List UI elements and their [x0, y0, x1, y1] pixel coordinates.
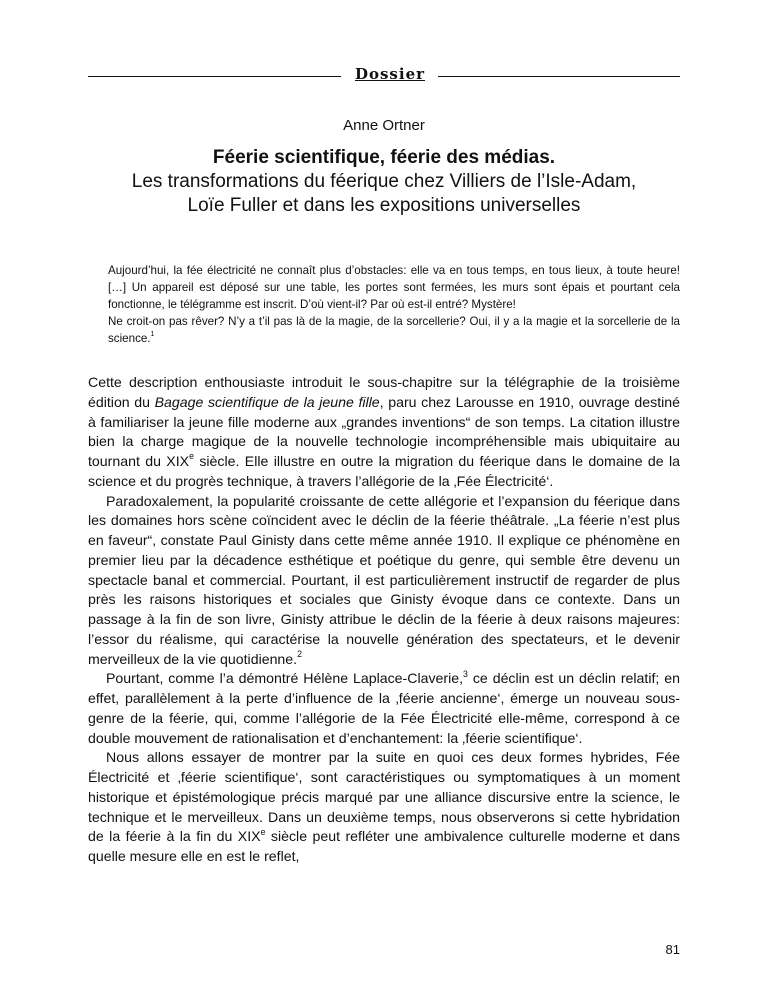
body-text: Paradoxalement, la popularité croissante de cette allégorie et l’expansion du féerique dans les domaines hors scène coïncident avec le déclin de la féerie théâtrale. „La féerie n’est plus en faveur“, constate Paul Ginisty dans cette même année 1910. Il explique ce phénomène en premier lieu par la décadence esthétique et poétique du genre, qui semble être devenu un spectacle banal et commercial. Pourtant, il est particulièrement instructif de regarder de plus près les raisons historiques et sociales que Ginisty évoque dans ce contexte. Dans un passage à la fin de son livre, Ginisty attribue le déclin de la féerie à deux raisons majeures: l’essor du réalisme, qui caractérise la nouvelle génération des spectateurs, et le devenir merveilleux de la vie quotidienne. [88, 492, 680, 667]
article-title [88, 146, 680, 218]
body-text: Nous allons essayer de montrer par la suite en quoi ces deux formes hybrides, Fée Électricité et ‚féerie scientifique‘, sont caractéristiques ou symptomatiques à un moment historique et épistémologique précis marqué par une alliance discursive entre la science, le technique et le merveilleux. Dans un deuxième temps, nous observerons si cette hybridation de la féerie à la fin du XIX [88, 749, 680, 845]
header-rule-right [438, 76, 680, 77]
footnote-ref[interactable]: 2 [297, 648, 302, 659]
title-main: Féerie scientifique, féerie des médias. [212, 147, 556, 168]
author-name: Anne Ortner [343, 117, 425, 134]
epigraph-paragraph: Aujourd’hui, la fée électricité ne connaît plus d’obstacles: elle va en tous temps, en tous lieux, à toute heure! […] Un appareil est déposé sur une table, les portes sont fermées, les murs sont épais et pourtant cela fonctionne, le télégramme est inscrit. D’où vient-il? Par où est-il entré? Mystère! [108, 264, 680, 311]
book-title: Bagage scientifique de la jeune fille [154, 393, 380, 410]
body-paragraph [88, 492, 680, 670]
title-subtitle-line-1: Les transformations du féerique chez Villiers de l’Isle-Adam, [131, 171, 637, 192]
body-paragraph [88, 669, 680, 748]
header-rule-left [88, 76, 341, 77]
page-number: 81 [665, 942, 680, 957]
superscript: e [260, 826, 266, 837]
epigraph-text: Ne croit-on pas rêver? N’y a t’il pas là de la magie, de la sorcellerie? Oui, il y a la magie et la sorcellerie de la science. [108, 315, 680, 345]
epigraph-paragraph [108, 313, 680, 347]
body-paragraph [88, 748, 680, 867]
body-text: , paru chez Larousse en 1910, ouvrage destiné à familiariser la jeune fille moderne aux „grandes inventions“ de son temps. La citation illustre bien la charge magique de la nouvelle technologie incompréhensible mais ubiquitaire au tournant du XIX [88, 393, 680, 469]
body-text: siècle. Elle illustre en outre la migration du féerique dans le domaine de la science et du progrès technique, à travers l’allégorie de la ‚Fée Électricité‘. [88, 453, 680, 489]
body-paragraph [88, 373, 680, 492]
section-header [88, 64, 680, 84]
body-text: Pourtant, comme l’a démontré Hélène Laplace-Claverie, [106, 670, 464, 687]
footnote-ref[interactable]: 3 [463, 668, 468, 679]
title-subtitle-line-2: Loïe Fuller et dans les expositions universelles [187, 195, 581, 216]
body-text: ce déclin est un déclin relatif; en effet, parallèlement à la perte d’influence de la ‚féerie ancienne‘, émerge un nouveau sous-genre de la féerie, qui, comme l’allégorie de la Fée Électricité elle-même, correspond à ce double mouvement de rationalisation et d’enchantement: la ‚féerie scientifique‘. [88, 670, 680, 746]
article-body [88, 373, 680, 867]
body-text: Cette description enthousiaste introduit le sous-chapitre sur la télégraphie de la troisième édition du [88, 374, 680, 410]
body-text: siècle peut refléter une ambivalence culturelle moderne et dans quelle mesure elle en est le reflet, [88, 828, 680, 864]
section-label: Dossier [354, 65, 426, 83]
epigraph [108, 262, 680, 347]
footnote-ref[interactable]: 1 [150, 329, 155, 339]
superscript: e [189, 451, 194, 462]
